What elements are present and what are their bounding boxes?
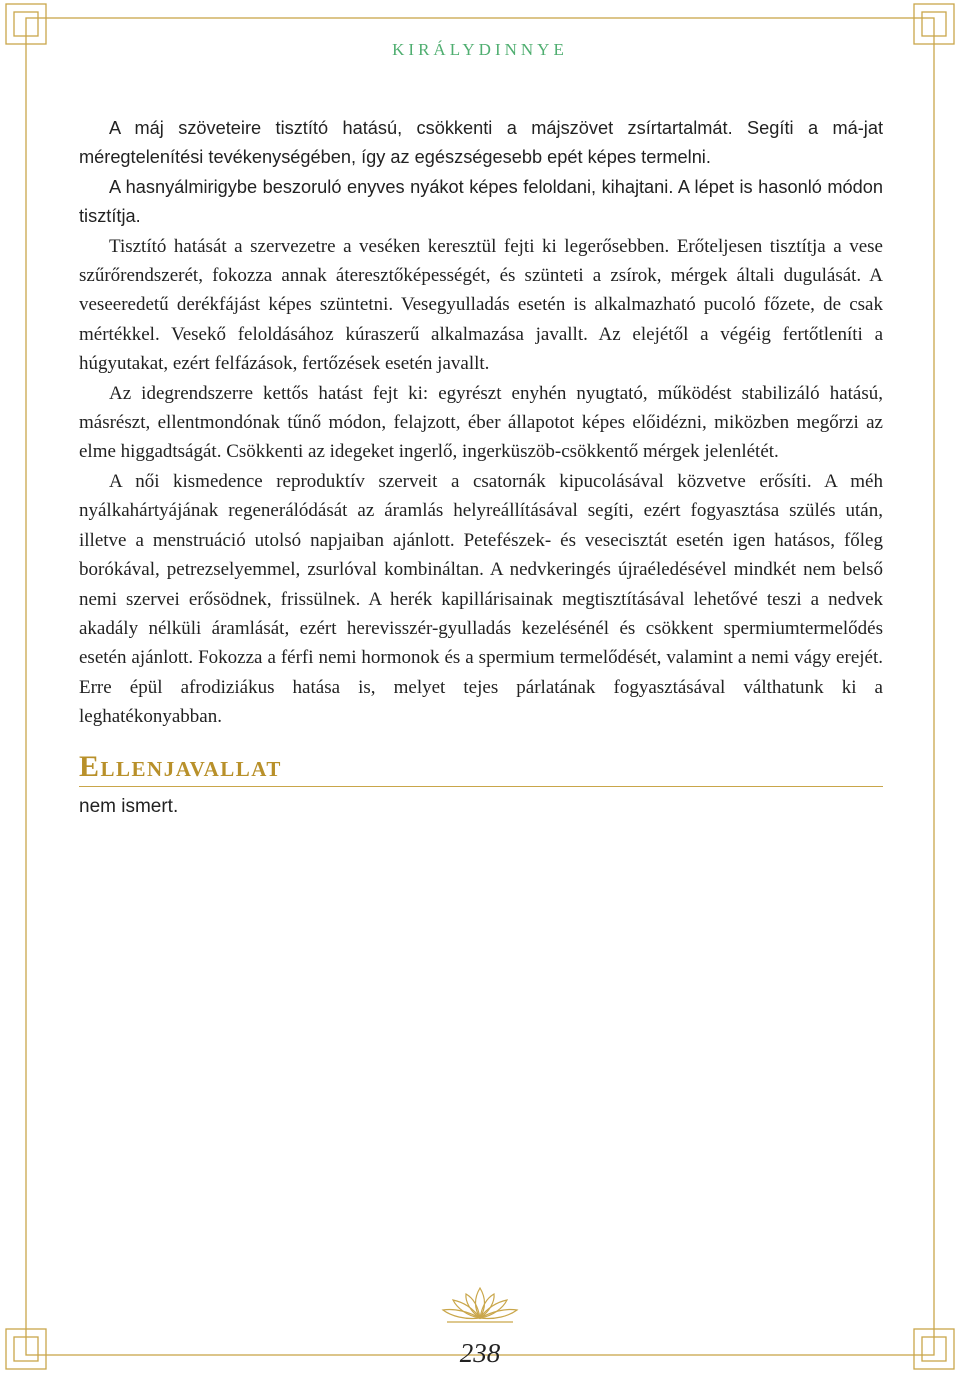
paragraph-nervous-system: Az idegrendszerre kettős hatást fejt ki: egyrészt enyhén nyugtató, működést stabilizáló hatású, másrészt, ellentmondónak tűnő módon, felajzott, éber állapotot képes előidézni, miközben megőrzi az elme higgadtságát. Csökkenti az idegeket ingerlő, ingerküszöb-csökkentő mérgek jelenlétét.: [79, 382, 883, 463]
section-heading-contraindication: Ellenjavallat: [79, 748, 883, 787]
paragraph-reproductive: A női kismedence reproduktív szerveit a csatornák kipucolásával közvetve erősíti. A méh nyálkahártyájának regenerálódását az áramlás helyreállításával segíti, ezért fogyasztása szülés után, illetve a menstruáció utolsó napjaiban ajánlott. Petefészek- és vesecisztát esetén igen hatásos, főleg borókával, petrezselyemmel, zsurlóval kombináltan. A nedvkeringés újraéledésével mindkét nem belső nemi szervei erősödnek, frissülnek. A herék kapillárisainak megtisztításával lehetővé teszi a nedvek akadály nélküli áramlását, ezért herevisszér-gyulladás kezelésénél és csökkent spermiumtermelődés esetén ajánlott. Fokozza a férfi nemi hormonok és a spermium termelődését, valamint a nemi vágy erejét. Erre épül afrodiziákus hatása is, melyet tejes párlatának fogyasztásával válthatunk ki a leghatékonyabban.: [79, 470, 883, 728]
page-number: 238: [459, 1338, 501, 1368]
paragraph-pancreas: A hasnyálmirigybe beszoruló enyves nyákot képes feloldani, kihajtani. A lépet is hasonló módon tisztítja.: [79, 176, 883, 227]
paragraph-kidney: Tisztító hatását a szervezetre a veséken keresztül fejti ki legerősebben. Erőteljesen tisztítja a vese szűrőrendszerét, fokozza annak áteresztőképességét, és szünteti a zsírok, mérgek általi dugulását. A veseeredetű derékfájást képes szüntetni. Vesegyulladás esetén is alkalmazható pucoló főzete, de csak mértékkel. Vesekő feloldásához kúraszerű alkalmazása javallt. Az elejétől a végéig fertőtleníti a húgyutakat, ezért felfázások, fertőzések esetén javallt.: [79, 235, 883, 375]
contraindication-text: nem ismert.: [79, 795, 179, 817]
lotus-ornament-icon: [441, 1284, 519, 1324]
main-content: [79, 114, 883, 821]
running-title: KIRÁLYDINNYE: [392, 40, 568, 59]
paragraph-liver: A máj szöveteire tisztító hatású, csökkenti a májszövet zsírtartalmát. Segíti a má-jat méregtelenítési tevékenységében, így az egészségesebb epét képes termelni.: [79, 118, 883, 168]
